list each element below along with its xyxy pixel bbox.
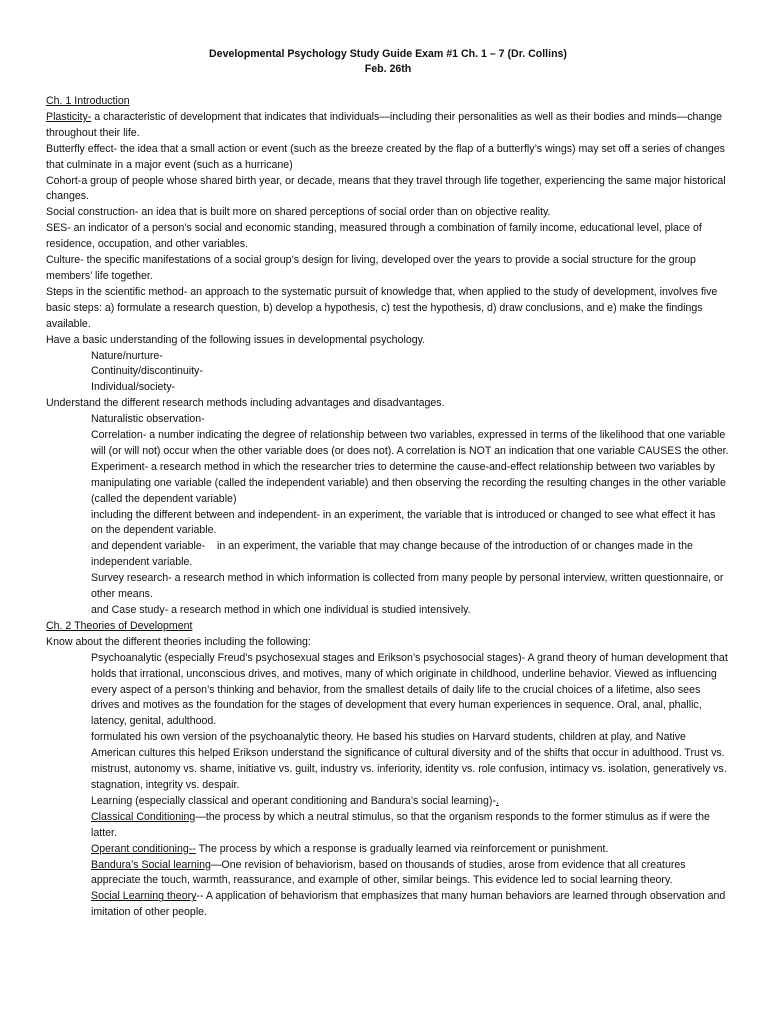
issue-nature-nurture: Nature/nurture- xyxy=(91,349,163,362)
correlation-entry: Correlation- a number indicating the degree of relationship between two variables, expressed in terms of the likelihood that one variable will (or will not) occur when the other variable does (or does not). A correlation is NOT an indication that one variable CAUSES the other. xyxy=(91,429,729,457)
social-learning-theory-entry xyxy=(46,889,730,921)
document-title: Developmental Psychology Study Guide Exam #1 Ch. 1 – 7 (Dr. Collins) xyxy=(209,48,567,60)
social-construction-entry: Social construction- an idea that is built more on shared perceptions of social order than on objective reality. xyxy=(46,206,551,219)
slt-term: Social Learning theory xyxy=(91,890,197,903)
issue-continuity: Continuity/discontinuity- xyxy=(91,365,203,378)
scientific-method-entry: Steps in the scientific method- an approach to the systematic pursuit of knowledge that, when applied to the study of development, involves five basic steps: a) formulate a research question, b) develop a hypothesis, c) test the hypothesis, d) draw conclusions, and e) make the findings available. xyxy=(46,285,718,330)
operant-conditioning-entry xyxy=(46,842,730,858)
bandura-entry xyxy=(46,858,730,890)
issue-individual-society: Individual/society- xyxy=(91,381,176,394)
spacer xyxy=(46,77,730,94)
plasticity-term: Plasticity- xyxy=(46,110,92,123)
experiment-entry: Experiment- a research method in which the researcher tries to determine the cause-and-effect relationship between two variables by manipulating one variable (called the independent variable) and then observing the recording the resulting changes in the other variable (called the dependent variable) xyxy=(91,460,726,505)
culture-entry: Culture- the specific manifestations of a social group’s design for living, developed over the years to provide a social structure for the group members’ life together. xyxy=(46,254,696,282)
ses-entry: SES- an indicator of a person’s social and economic standing, measured through a combination of family income, educational level, place of residence, occupation, and other variables. xyxy=(46,222,702,251)
cohort-entry: Cohort-a group of people whose shared birth year, or decade, means that they travel through life together, experiencing the same major historical changes. xyxy=(46,174,726,203)
operant-term: Operant conditioning-- xyxy=(91,842,196,855)
bandura-definition: —One revision of behaviorism, based on thousands of studies, arose from evidence that all creatures appreciate the touch, warmth, reassurance, and example of other, similar beings. This evidence led to social learning theory. xyxy=(91,858,686,887)
learning-entry xyxy=(46,794,730,810)
learning-tail: . xyxy=(495,794,499,807)
survey-research-entry: Survey research- a research method in which information is collected from many people by personal interview, written questionnaire, or other means. xyxy=(91,572,724,601)
plasticity-definition: a characteristic of development that indicates that individuals—including their personalities as well as their bodies and minds—change throughout their life. xyxy=(46,110,723,139)
slt-definition: -- A application of behaviorism that emphasizes that many human behaviors are learned through observation and imitation of other people. xyxy=(91,890,726,919)
naturalistic-observation-entry: Naturalistic observation- xyxy=(91,413,205,426)
classical-definition: —the process by which a neutral stimulus, so that the organism responds to the former stimulus as if were the latter. xyxy=(91,810,710,839)
butterfly-effect-entry: Butterfly effect- the idea that a small action or event (such as the breeze created by the flap of a butterfly’s wings) may set off a series of changes that culminate in a major event (such as a hurricane) xyxy=(46,142,725,171)
independent-variable-entry: including the different between and independent- in an experiment, the variable that is introduced or changed to see what effect it has on the dependent variable. xyxy=(91,508,716,537)
case-study-entry: and Case study- a research method in which one individual is studied intensively. xyxy=(91,604,471,616)
ch2-heading: Ch. 2 Theories of Development xyxy=(46,619,193,632)
psychoanalytic-entry: Psychoanalytic (especially Freud’s psychosexual stages and Erikson’s psychosocial stages)- A grand theory of human development that holds that irrational, unconscious drives, and motives, many of which originate in childhood, underline behavior. Viewed as influencing every aspect of a person’s thinking and behavior, from the smallest details of daily life to the crucial choices of a lifetime, also sees drives and motives as the foundation for the stages of development that every human experiences in sequence. Oral, anal, phallic, latency, genital, adulthood. xyxy=(91,651,728,728)
issues-intro: Have a basic understanding of the following issues in developmental psychology. xyxy=(46,333,426,346)
theories-intro: Know about the different theories including the following: xyxy=(46,635,311,648)
classical-term: Classical Conditioning xyxy=(91,810,196,823)
methods-intro: Understand the different research methods including advantages and disadvantages. xyxy=(46,397,445,410)
ch1-heading: Ch. 1 Introduction xyxy=(46,95,130,107)
plasticity-entry xyxy=(46,110,730,142)
document-date: Feb. 26th xyxy=(364,63,412,75)
bandura-term: Bandura’s Social learning xyxy=(91,858,211,871)
erikson-entry: formulated his own version of the psychoanalytic theory. He based his studies on Harvard students, children at play, and Native American cultures this helped Erikson understand the significance of cultural diversity and of the shifts that occur in adulthood. Trust vs. mistrust, autonomy vs. shame, initiative vs. guilt, industry vs. inferiority, identity vs. role confusion, intimacy vs. isolation, generatively vs. stagnation, integrity vs. despair. xyxy=(91,731,727,791)
classical-conditioning-entry xyxy=(46,810,730,842)
dependent-variable-entry: and dependent variable- in an experiment, the variable that may change because of the introduction of or changes made in the independent variable. xyxy=(91,540,696,569)
learning-text: Learning (especially classical and operant conditioning and Bandura’s social learning)- xyxy=(91,794,496,807)
operant-definition: The process by which a response is gradually learned via reinforcement or punishment. xyxy=(195,842,609,855)
